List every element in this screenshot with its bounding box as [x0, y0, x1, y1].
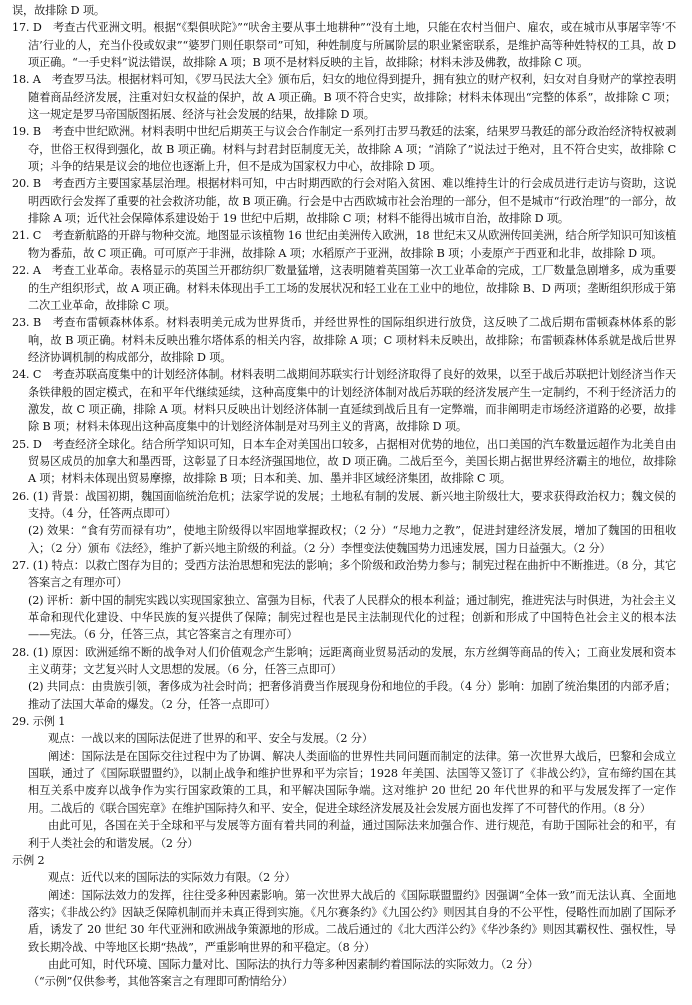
text-line: 29. 示例 1 [12, 715, 66, 729]
text-line: 28. (1) 原因：欧洲延绵不断的战争对人们价值观念产生影响；远距离商业贸易活动的发展，东方丝绸等商品的传入；工商业发展和资本主义萌芽；文艺复兴时人文思想的发展。（6 分，任答三点即可） [12, 645, 676, 677]
text-line: (2) 评析：新中国的制宪实践以实现国家独立、富强为目标，代表了人民群众的根本利益；通过制宪，推进宪法与时俱进，为社会主义革命和现代化建设、中华民族的复兴提供了保障；制宪过程也是民主法制现代化的过程；创新和形成了中国特色社会主义的根本法——宪法。（6 分，任答三点，其它答案言之有理亦可） [28, 593, 676, 642]
text-line: （“示例”仅供参考，其他答案言之有理即可酌情给分） [28, 975, 294, 989]
text-line: 22. A 考查工业革命。表格显示的英国兰开郡纺织厂数量猛增，这表明随着英国第一次工业革命的完成，工厂数量急剧增多，成为重要的生产组织形式，故 A 项正确。材料未体现出手工工场的发展状况和轻工业在工业中的地位，故排除 B、D 两项；垄断组织形成于第二次工业革命，故排除 C 项。 [12, 264, 676, 312]
text-line: 17. D 考查古代亚洲文明。根据“《梨俱吠陀》”“吠舍主要从事土地耕种”“没有土地，只能在农村当佃户、雇农，或在城市从事屠宰等‘不洁’行业的人，充当仆役或奴隶”“婆罗门则任职祭司”可知，种姓制度与所属阶层的职业紧密联系，是维护高等种姓特权的工具，故 D 项正确。“一手史料”说法错误，故排除 A 项；B 项不是材料反映的主旨，故排除；材料未涉及佛教，故排除 C 项。 [12, 21, 676, 70]
text-line: 19. B 考查中世纪欧洲。材料表明中世纪后期英王与议会合作制定一系列打击罗马教廷的法案，结果罗马教廷的部分政治经济特权被剥夺，世俗王权得到强化，故 B 项正确。材料与封君封臣制度无关，故排除 A 项；“消除了”说法过于绝对，且不符合史实，故排除 C 项；斗争的结果是议会的地位也逐渐上升，但不是成为国家权力中心，故排除 D 项。 [12, 125, 676, 174]
text-line: 20. B 考查西方主要国家基层治理。根据材料可知，中古时期西欧的行会对陷入贫困、难以维持生计的行会成员进行走访与资助，这说明西欧行会发挥了重要的社会救济功能，故 B 项正确。行会是中古西欧城市社会治理的一部分，但不是城市“行政治理”的一部分，故排除 A 项；近代社会保障体系建设始于 19 世纪中后期，故排除 C 项；材料不能得出城市自治，故排除 D 项。 [12, 177, 676, 226]
text-line: (2) 共同点：由贵族引领，奢侈成为社会时尚；把奢侈消费当作展现身份和地位的手段。（4 分）影响：加剧了统治集团的内部矛盾；推动了法国大革命的爆发。（2 分，任答一点即可） [28, 680, 676, 711]
text-line: 阐述：国际法效力的发挥，往往受多种因素影响。第一次世界大战后的《国际联盟盟约》因强调“全体一致”而无法认真、全面地落实；《非战公约》因缺乏保障机制而并未真正得到实施。《凡尔赛条约》《九国公约》则因其自身的不公平性，侵略性而加剧了国际矛盾，诱发了 20 世纪 30 年代亚洲和欧洲战争策源地的形成。二战后通过的《北大西洋公约》《华沙条约》则因其霸权性、强权性，导致长期冷战、中等地区长期“热战”，严重影响世界的和平稳定。（8 分） [28, 888, 676, 954]
text-line: 观点：一战以来的国际法促进了世界的和平、安全与发展。（2 分） [48, 732, 373, 746]
text-line: 阐述：国际法是在国际交往过程中为了协调、解决人类面临的世界性共同问题而制定的法律。第一次世界大战后，巴黎和会成立国联，通过了《国际联盟盟约》，以制止战争和维护世界和平为宗旨；1928 年美国、法国等又签订了《非战公约》，宣布缔约国在其相互关系中废弃以战争作为实行国家政策的工具，和平解决国际争端。这对维护 20 世纪 20 年代世界的和平与发展发挥了一定作用。二战后的《联合国宪章》在维护国际持久和平、安全，促进全球经济发展及社会发展方面也发挥了不可替代的作用。（8 分） [28, 749, 676, 815]
text-line: 27. (1) 特点：以救亡图存为目的；受西方法治思想和宪法的影响；多个阶级和政治势力参与；制宪过程在曲折中不断推进。（8 分，其它答案言之有理亦可） [12, 559, 676, 590]
text-line: 观点：近代以来的国际法的实际效力有限。（2 分） [48, 871, 296, 885]
text-line: 23. B 考查布雷顿森林体系。材料表明美元成为世界货币，并经世界性的国际组织进行放贷，这反映了二战后期布雷顿森林体系的影响，故 B 项正确。材料未反映出雅尔塔体系的相关内容，故排除 A 项；C 项材料未反映出，故排除；布雷顿森林体系就是战后世界经济协调机制的构成部分，故排除 D 项。 [12, 316, 676, 364]
text-line: 误，故排除 D 项。 [12, 4, 105, 17]
text-line: 示例 2 [12, 853, 45, 867]
text-line: 18. A 考查罗马法。根据材料可知，《罗马民法大全》颁布后，妇女的地位得到提升，拥有独立的财产权利，妇女对自身财产的掌控表明随着商品经济发展，注重对妇女权益的保护，故 A 项正确。B 项不符合史实，故排除；材料未体现出“完整的体系”，故排除 C 项；这一规定是罗马帝国版图拓展、经济与社会发展的结果，故排除 D 项。 [12, 73, 676, 122]
text-line: 25. D 考查经济全球化。结合所学知识可知，日本车企对美国出口较多，占据相对优势的地位，出口美国的汽车数量远超作为北美自由贸易区成员的加拿大和墨西哥，这彰显了日本经济强国地位，故 D 项正确。二战后至今，美国长期占据世界经济霸主的地位，故排除 A 项；材料未体现出贸易摩擦，故排除 B 项；日本和美、加、墨并非区域经济集团，故排除 C 项。 [12, 437, 676, 486]
text-line: 由此可见，各国在关于全球和平与发展等方面有着共同的利益，通过国际法来加强合作、进行规范，有助于国际社会的和平，有利于人类社会的和谐发展。（2 分） [28, 819, 676, 850]
text-line: (2) 效果：“食有劳而禄有功”，使地主阶级得以牢固地掌握政权；（2 分）“尽地力之教”，促进封建经济发展，增加了魏国的田租收入；（2 分）颁布《法经》，维护了新兴地主阶级的利益。（2 分）李悝变法使魏国势力迅速发展，国力日益强大。（2 分） [28, 524, 676, 555]
text-line: 24. C 考查苏联高度集中的计划经济体制。材料表明二战期间苏联实行计划经济取得了良好的效果，以至于战后苏联把计划经济当作天条铁律般的固定模式，在和平年代继续延续，这种高度集中的计划经济体制对战后苏联的经济发展产生一定制约，不利于经济活力的激发，故 C 项正确，排除 A 项。材料只反映出计划经济体制一直延续到战后且有一定弊端，而非阐明走市场经济道路的必要，故排除 B 项；材料未体现出这种高度集中的计划经济体制是对马列主义的背离，故排除 D 项。 [12, 368, 676, 434]
text-line: 26. (1) 背景：战国初期，魏国面临统治危机；法家学说的发展；土地私有制的发展、新兴地主阶级壮大，要求获得政治权力；魏文侯的支持。（4 分，任答两点即可） [12, 489, 676, 520]
text-line: 由此可知，时代环境、国际力量对比、国际法的执行力等多种因素制约着国际法的实际效力。（2 分） [48, 957, 539, 971]
text-line: 21. C 考查新航路的开辟与物种交流。地图显示该植物 16 世纪由美洲传入欧洲，18 世纪末又从欧洲传回美洲，结合所学知识可知该植物为番茄，故 C 项正确。可可原产于非洲，故排除 A 项；水稻原产于亚洲，故排除 B 项；小麦原产于西亚和北非，故排除 D 项。 [12, 229, 676, 260]
